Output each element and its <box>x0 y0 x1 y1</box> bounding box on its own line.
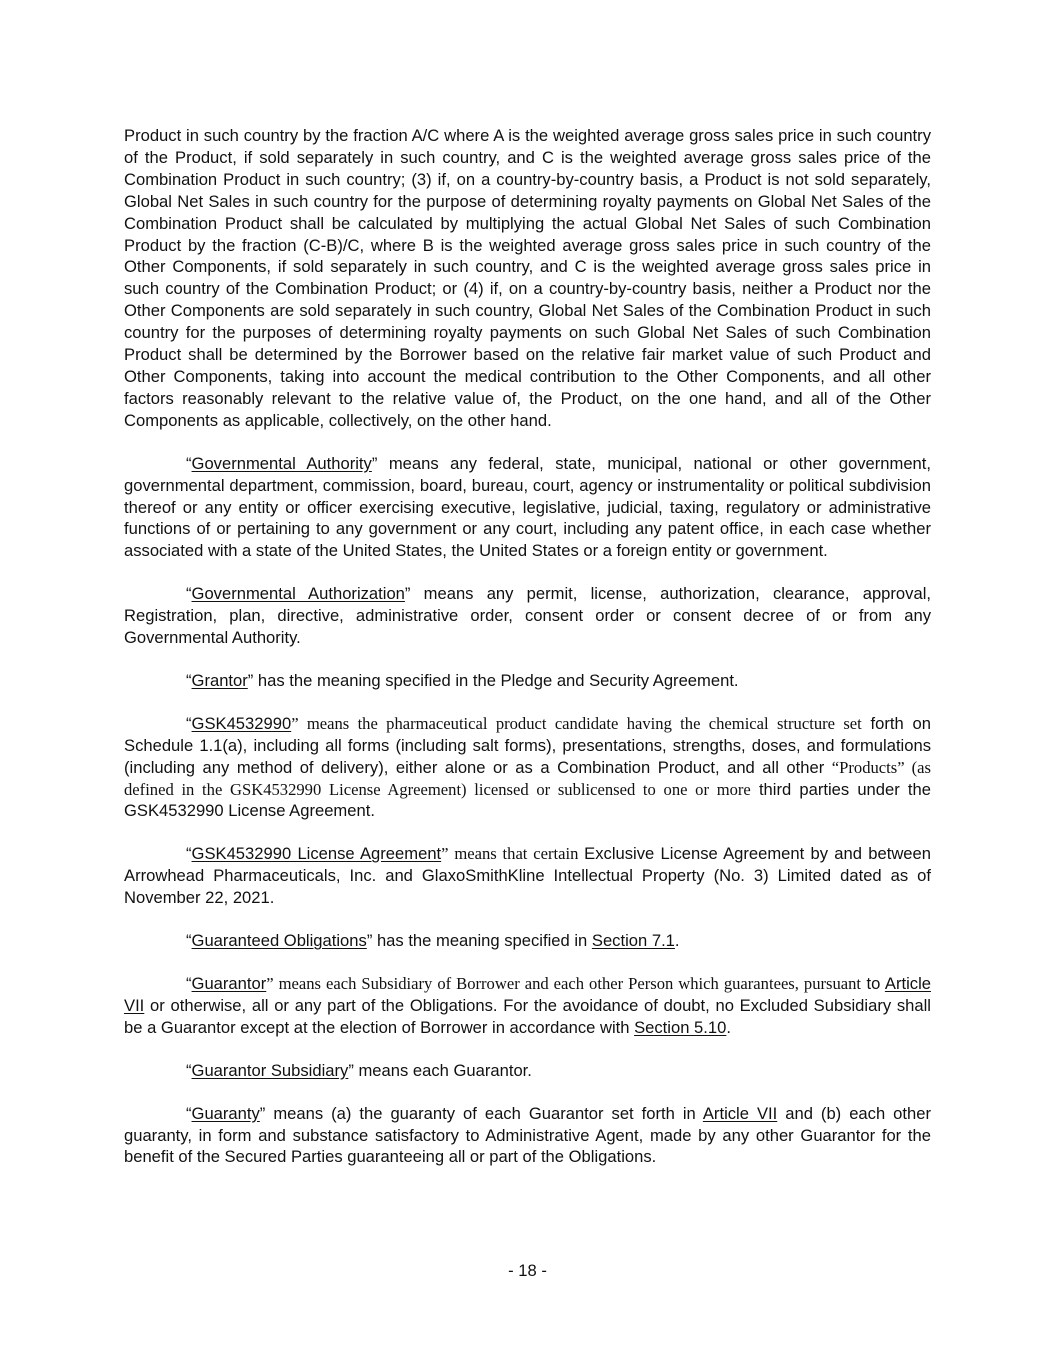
definition-gsk4532990-license-agreement <box>124 843 931 909</box>
open-quote: “ <box>186 453 192 473</box>
definition-text: ” has the meaning specified in <box>366 931 592 951</box>
defined-term: GSK4532990 <box>191 713 292 733</box>
definition-grantor <box>124 670 931 692</box>
open-quote: “ <box>186 713 192 733</box>
definition-text: Exclusive License Agreement by and between Arrowhead Pharmaceuticals, Inc. and GlaxoSmithKline Intellectual Property (No. 3) Limited dated as of November 22, 2021. <box>124 844 931 908</box>
paragraph-continuation: Product in such country by the fraction A/C where A is the weighted average gross sales price in such country of the Product, if sold separately in such country, and C is the weighted average gross sales price of the Combination Product in such country; (3) if, on a country-by-country basis, a Product is not sold separately, Global Net Sales in such country for the purpose of determining royalty payments on Global Net Sales of the Combination Product shall be calculated by multiplying the actual Global Net Sales of such Combination Product by the fraction (C-B)/C, where B is the weighted average gross sales price in such country of the Other Components, if sold separately in such country, and C is the weighted average gross sales price in such country of the Combination Product; or (4) if, on a country-by-country basis, neither a Product nor the Other Components are sold separately in such country, Global Net Sales of the Combination Product in such country for the purposes of determining royalty payments on such Global Net Sales of such Combination Product shall be determined by the Borrower based on the relative fair market value of such Product and Other Components, taking into account the medical contribution to the Other Components, and all other factors reasonably relevant to the relative value of, the Product, on the one hand, and all of the Other Components as applicable, collectively, on the other hand. <box>124 126 931 430</box>
defined-term: Grantor <box>191 670 248 690</box>
definition-governmental-authority <box>124 453 931 563</box>
open-quote: “ <box>186 670 192 690</box>
definition-governmental-authorization <box>124 583 931 649</box>
open-quote: “ <box>186 931 192 951</box>
definition-guarantor-subsidiary <box>124 1060 931 1082</box>
definition-text: ” means any permit, license, authorization, clearance, approval, Registration, plan, directive, administrative order, consent order or consent decree of or from any Governmental Authority. <box>124 584 931 648</box>
definition-text: ” means the pharmaceutical product candidate having the chemical structure set <box>291 713 862 733</box>
open-quote: “ <box>186 1103 192 1123</box>
defined-term: Governmental Authorization <box>191 584 405 604</box>
definition-text: or otherwise, all or any part of the Obligations. For the avoidance of doubt, no Excluded Subsidiary shall be a Guarantor except at the election of Borrower in accordance with <box>124 995 931 1037</box>
defined-term: Governmental Authority <box>191 453 372 473</box>
definition-text: “Products” (as defined in the GSK4532990 License Agreement) licensed or sublicensed to one or more <box>124 757 931 799</box>
section-7-1-link[interactable]: Section 7.1 <box>591 931 675 951</box>
open-quote: “ <box>186 974 192 993</box>
definition-text: . <box>726 1017 731 1037</box>
defined-term: Guarantor <box>191 974 267 993</box>
definition-text: and (b) each other guaranty, in form and substance satisfactory to Administrative Agent, made by any other Guarantor for the benefit of the Secured Parties guaranteeing all or part of the Obligations. <box>124 1103 931 1167</box>
definition-text: ” means (a) the guaranty of each Guarantor set forth in <box>259 1103 703 1123</box>
defined-term: GSK4532990 License Agreement <box>191 844 442 864</box>
definition-text: forth on Schedule 1.1(a), including all forms (including salt forms), presentations, strengths, doses, and formulations (including any method of delivery), either alone or as a Combination Product, and all other <box>124 713 931 777</box>
article-vii-link[interactable]: Article VII <box>702 1103 778 1123</box>
definition-gsk4532990 <box>124 713 931 823</box>
definition-text: ” means each Guarantor. <box>348 1060 532 1080</box>
definition-guaranty <box>124 1103 931 1169</box>
defined-term: Guarantor Subsidiary <box>191 1060 349 1080</box>
open-quote: “ <box>186 1060 192 1080</box>
definition-text: third parties under the GSK4532990 License Agreement. <box>124 779 931 821</box>
open-quote: “ <box>186 844 192 864</box>
section-5-10-link[interactable]: Section 5.10 <box>634 1017 727 1037</box>
definition-text: ” means that certain <box>441 844 585 864</box>
open-quote: “ <box>186 584 192 604</box>
definition-text: ” means each Subsidiary of Borrower and each other Person which guarantees, pursuant <box>266 974 862 993</box>
definition-guarantor <box>124 973 931 1039</box>
article-vii-link[interactable]: Article VII <box>124 974 931 1015</box>
definition-text: . <box>674 931 680 951</box>
definition-text: ” means any federal, state, municipal, national or other government, governmental department, commission, board, bureau, court, agency or instrumentality or political subdivision thereof or any entity or officer exercising executive, legislative, judicial, taxing, regulatory or administrative functions of or pertaining to any government or any court, including any patent office, in each case whether associated with a state of the United States, the United States or a foreign entity or government. <box>124 453 931 561</box>
defined-term: Guaranty <box>191 1103 260 1123</box>
page-number: - 18 - <box>508 1261 547 1280</box>
definition-guaranteed-obligations <box>124 930 931 952</box>
defined-term: Guaranteed Obligations <box>191 931 367 951</box>
document-body <box>124 125 931 1189</box>
definition-text: to <box>861 974 885 993</box>
definition-text: ” has the meaning specified in the Pledge and Security Agreement. <box>247 670 739 690</box>
